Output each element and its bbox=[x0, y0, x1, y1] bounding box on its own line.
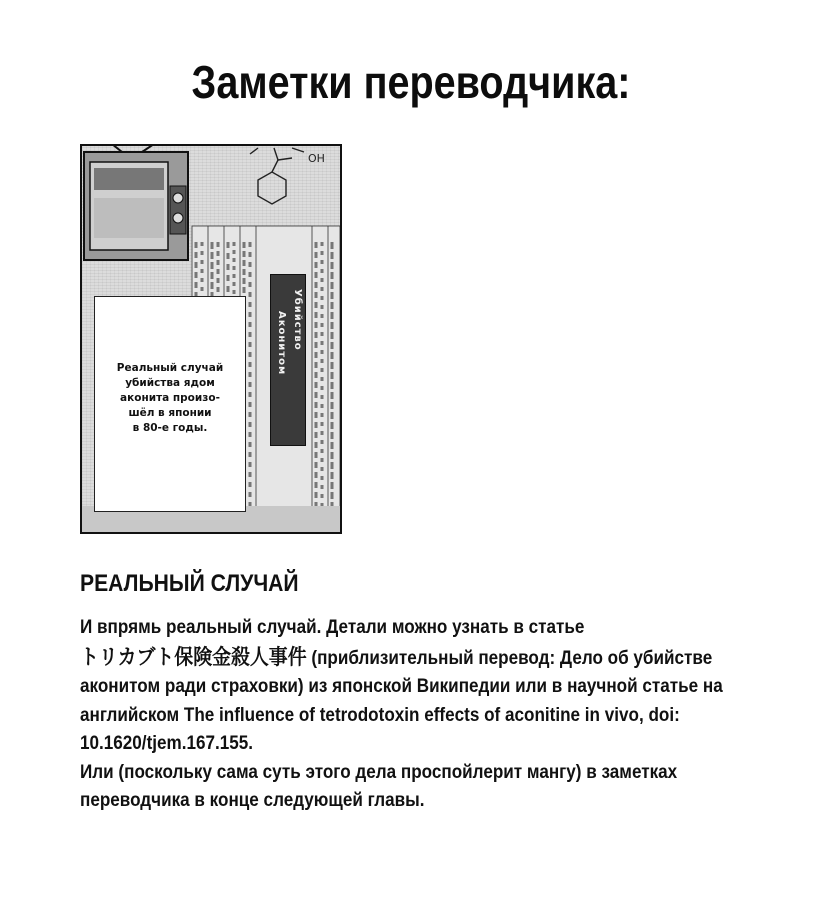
caption-box bbox=[94, 296, 246, 512]
note-line: аконитом ради страховки) из японской Википедии или в научной статье на bbox=[80, 676, 723, 697]
caption-text: Реальный случай убийства ядом аконита произо- шёл в японии в 80-е годы. bbox=[116, 361, 224, 434]
chemical-structure bbox=[250, 148, 304, 204]
japanese-title: トリカブト保険金殺人事件 bbox=[80, 644, 307, 669]
note-line-rest: (приблизительный перевод: Дело об убийстве bbox=[306, 647, 713, 669]
note-line: И впрямь реальный случай. Детали можно узнать в статье bbox=[80, 617, 585, 638]
vertical-headline-right: Убийство bbox=[292, 289, 303, 351]
note-line: Или (поскольку сама суть этого дела проспойлерит мангу) в заметках bbox=[80, 761, 678, 783]
note-body bbox=[80, 614, 780, 816]
note-line: 10.1620/tjem.167.155. bbox=[80, 733, 254, 754]
note-heading: РЕАЛЬНЫЙ СЛУЧАЙ bbox=[80, 570, 299, 597]
page-title: Заметки переводчика: bbox=[191, 56, 631, 108]
manga-panel bbox=[80, 144, 342, 534]
formula-label: OH bbox=[308, 152, 325, 165]
note-line: английском The influence of tetrodotoxin effects of aconitine in vivo, doi: bbox=[80, 704, 680, 726]
vertical-headline-left: Аконитом bbox=[276, 311, 287, 376]
note-line bbox=[80, 643, 713, 674]
note-line: переводчика в конце следующей главы. bbox=[80, 790, 425, 811]
tv-illustration bbox=[84, 146, 188, 260]
vertical-headline bbox=[270, 274, 306, 446]
